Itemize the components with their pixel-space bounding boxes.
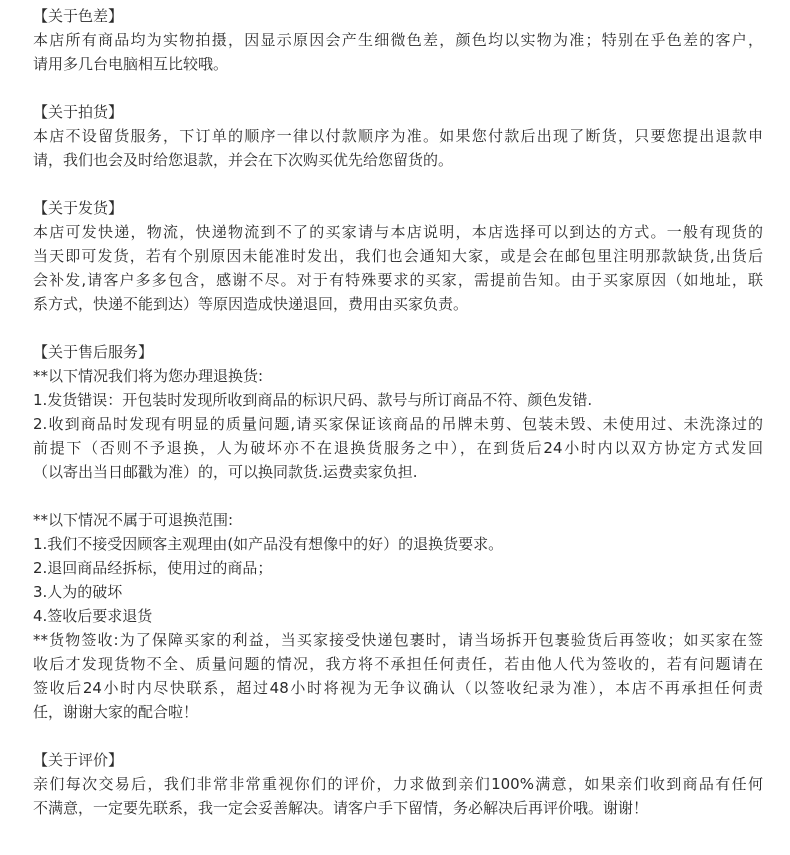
text-line: 3.人为的破坏 xyxy=(33,583,123,601)
text-line: **以下情况我们将为您办理退换货: xyxy=(33,367,264,385)
section-spacer xyxy=(33,724,763,748)
text-line: 1.发货错误：开包装时发现所收到商品的标识尺码、款号与所订商品不符、颜色发错. xyxy=(33,391,593,409)
section-heading-color-difference: 【关于色差】 xyxy=(33,7,124,25)
section-heading-stock: 【关于拍货】 xyxy=(33,103,124,121)
section-spacer xyxy=(33,76,763,100)
text-line: 任，谢谢大家的配合啦！ xyxy=(33,703,199,721)
section-heading-after-sales: 【关于售后服务】 xyxy=(33,343,154,361)
text-line: 收后才发现货物不全、质量问题的情况，我方将不承担任何责任，若由他人代为签收的，若有问题请在 xyxy=(33,655,763,673)
text-line: 系方式，快递不能到达）等原因造成快递退回，费用由买家负责。 xyxy=(33,295,469,313)
section-spacer xyxy=(33,484,763,508)
section-spacer xyxy=(33,172,763,196)
text-line: 当天即可发货，若有个别原因未能准时发出，我们也会通知大家，或是会在邮包里注明那款缺货,出货后 xyxy=(33,247,763,265)
section-spacer xyxy=(33,316,763,340)
text-line: 本店不设留货服务，下订单的顺序一律以付款顺序为准。如果您付款后出现了断货，只要您提出退款申 xyxy=(33,127,763,145)
text-line: 请，我们也会及时给您退款，并会在下次购买优先给您留货的。 xyxy=(33,151,454,169)
text-line: 本店可发快递，物流，快递物流到不了的买家请与本店说明，本店选择可以到达的方式。一般有现货的 xyxy=(33,223,763,241)
text-line: 前提下（否则不予退换，人为破坏亦不在退换货服务之中），在到货后24小时内以双方协定方式发回 xyxy=(33,439,763,457)
text-line: 4.签收后要求退货 xyxy=(33,607,153,625)
text-line: 会补发,请客户多多包含，感谢不尽。对于有特殊要求的买家，需提前告知。由于买家原因（如地址，联 xyxy=(33,271,763,289)
text-line: 2.退回商品经拆标，使用过的商品； xyxy=(33,559,273,577)
section-heading-shipping: 【关于发货】 xyxy=(33,199,124,217)
store-policy-document xyxy=(33,4,763,820)
text-line: （以寄出当日邮戳为准）的，可以换同款货.运费卖家负担. xyxy=(33,463,418,481)
text-line: 本店所有商品均为实物拍摄，因显示原因会产生细微色差，颜色均以实物为准；特别在乎色差的客户， xyxy=(33,31,763,49)
text-line: 1.我们不接受因顾客主观理由(如产品没有想像中的好）的退换货要求。 xyxy=(33,535,504,553)
text-line: 亲们每次交易后，我们非常非常重视你们的评价，力求做到亲们100%满意，如果亲们收到商品有任何 xyxy=(33,775,763,793)
text-line: **以下情况不属于可退换范围: xyxy=(33,511,234,529)
text-line: 请用多几台电脑相互比较哦。 xyxy=(33,55,229,73)
text-line: 2.收到商品时发现有明显的质量问题,请买家保证该商品的吊牌未剪、包装未毁、未使用过、未洗涤过的 xyxy=(33,415,763,433)
text-line: **货物签收:为了保障买家的利益，当买家接受快递包裹时，请当场拆开包裹验货后再签收；如买家在签 xyxy=(33,631,763,649)
text-line: 签收后24小时内尽快联系，超过48小时将视为无争议确认（以签收纪录为准），本店不再承担任何责 xyxy=(33,679,763,697)
section-heading-review: 【关于评价】 xyxy=(33,751,124,769)
text-line: 不满意，一定要先联系，我一定会妥善解决。请客户手下留情，务必解决后再评价哦。谢谢！ xyxy=(33,799,649,817)
